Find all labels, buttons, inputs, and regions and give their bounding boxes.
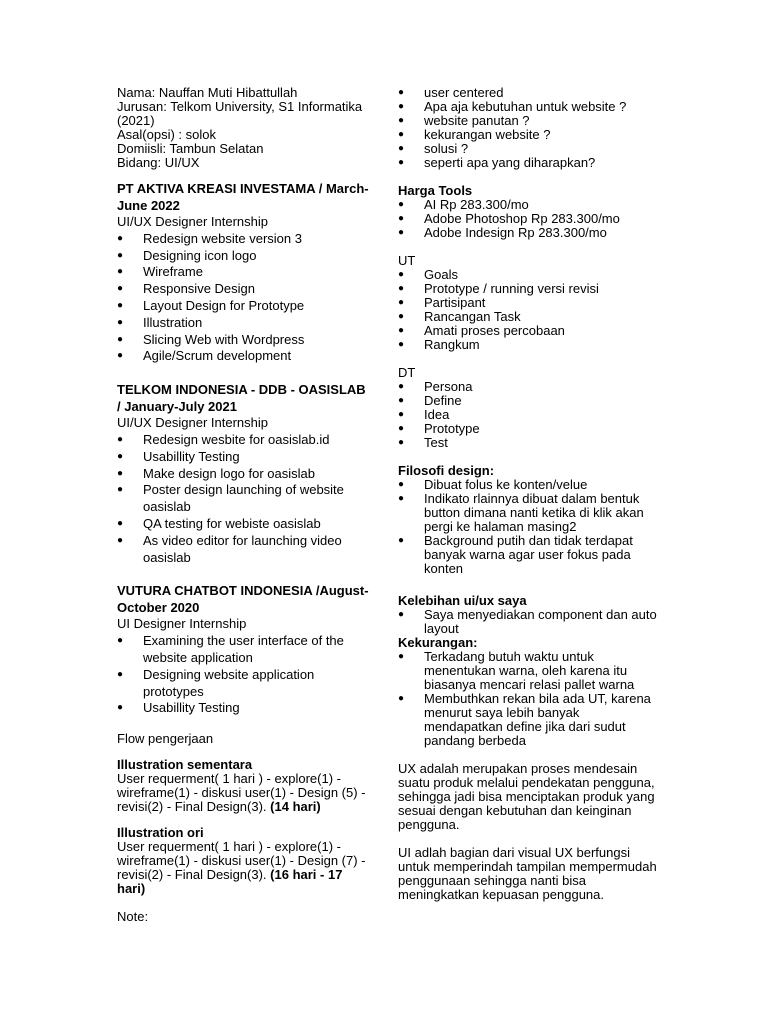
list-item: ● Partisipant [398, 296, 660, 310]
list-item: ● Rancangan Task [398, 310, 660, 324]
profile-domicile: Domiisli: Tambun Selatan [117, 141, 264, 156]
list-item: ● Persona [398, 380, 660, 394]
dt-title: DT [398, 365, 416, 380]
illustration-temp-title: Illustration sementara [117, 756, 253, 772]
role-title: UI/UX Designer Internship [117, 214, 269, 229]
list-item: ● Background putih dan tidak terdapat banyak warna agar user fokus pada konten [398, 534, 660, 576]
list-item: ● Rangkum [398, 338, 660, 352]
list-item: ● Redesign website version 3 [117, 231, 372, 248]
ui-paragraph: UI adlah bagian dari visual UX berfungsi untuk memperindah tampilan mempermudah penggunaan sehingga nanti bisa meningkatkan kepuasan pengguna. [398, 845, 657, 902]
strengths-title: Kelebihan ui/ux saya [398, 593, 527, 608]
list-item: ● Dibuat folus ke konten/velue [398, 478, 660, 492]
profile-major: Jurusan: Telkom University, S1 Informatika (2021) [117, 99, 363, 128]
list-item: ● Membuthkan rekan bila ada UT, karena menurut saya lebih banyak mendapatkan define jika dari sudut pandang berbeda [398, 692, 660, 748]
list-item: ● As video editor for launching video oasislab [117, 533, 372, 567]
weaknesses-list [398, 650, 660, 748]
dt-list [398, 380, 660, 450]
list-item: ● QA testing for webiste oasislab [117, 516, 372, 533]
list-item: ● AI Rp 283.300/mo [398, 198, 660, 212]
left-column [117, 86, 372, 924]
list-item: ● Terkadang butuh waktu untuk menentukan warna, oleh karena itu biasanya mencari relasi pallet warna [398, 650, 660, 692]
list-item: ● Layout Design for Prototype [117, 298, 372, 315]
illustration-ori-text: User requerment( 1 hari ) - explore(1) - wireframe(1) - diskusi user(1) - Design (7) - revisi(2) - Final Design(3). (16 hari - 17 hari) [117, 838, 366, 896]
list-item: ● Wireframe [117, 264, 372, 281]
list-item: ● Illustration [117, 315, 372, 332]
list-item: ● Saya menyediakan component dan auto layout [398, 608, 660, 636]
list-item: ● Designing icon logo [117, 248, 372, 265]
list-item: ● Test [398, 436, 660, 450]
list-item: ● Adobe Photoshop Rp 283.300/mo [398, 212, 660, 226]
flow-title: Flow pengerjaan [117, 731, 214, 747]
strengths-list [398, 608, 660, 636]
task-list [117, 231, 372, 365]
list-item: ● kekurangan website ? [398, 128, 660, 142]
list-item: ● Indikato rlainnya dibuat dalam bentuk button dimana nanti ketika di klik akan pergi ke halaman masing2 [398, 492, 660, 534]
list-item: ● Agile/Scrum development [117, 348, 372, 365]
company-title: TELKOM INDONESIA - DDB - OASISLAB / January-July 2021 [117, 382, 366, 415]
list-item: ● Poster design launching of website oasislab [117, 482, 372, 516]
list-item: ● website panutan ? [398, 114, 660, 128]
role-title: UI Designer Internship [117, 616, 247, 632]
task-list [117, 633, 372, 717]
list-item: ● Adobe Indesign Rp 283.300/mo [398, 226, 660, 240]
tools-price-title: Harga Tools [398, 183, 473, 198]
list-item: ● seperti apa yang diharapkan? [398, 156, 660, 170]
design-philosophy-list [398, 478, 660, 576]
ut-list [398, 268, 660, 352]
list-item: ● Make design logo for oasislab [117, 466, 372, 483]
role-title: UI/UX Designer Internship [117, 415, 269, 431]
question-list [398, 86, 660, 170]
list-item: ● Prototype [398, 422, 660, 436]
ut-title: UT [398, 253, 416, 268]
list-item: ● Apa aja kebutuhan untuk website ? [398, 100, 660, 114]
list-item: ● solusi ? [398, 142, 660, 156]
profile-name: Nama: Nauffan Muti Hibattullah [117, 85, 298, 100]
profile-origin: Asal(opsi) : solok [117, 127, 216, 142]
list-item: ● user centered [398, 86, 660, 100]
illustration-temp-text: User requerment( 1 hari ) - explore(1) - wireframe(1) - diskusi user(1) - Design (5) - revisi(2) - Final Design(3). (14 hari) [117, 770, 366, 814]
illustration-ori-total: (16 hari - 17 hari) [117, 866, 343, 896]
task-list [117, 432, 372, 566]
list-item: ● Redesign wesbite for oasislab.id [117, 432, 372, 449]
tools-price-list [398, 198, 660, 240]
note-label: Note: [117, 908, 149, 924]
list-item: ● Amati proses percobaan [398, 324, 660, 338]
company-title: PT AKTIVA KREASI INVESTAMA / March-June 2022 [117, 181, 369, 213]
list-item: ● Usabillity Testing [117, 700, 372, 717]
list-item: ● Idea [398, 408, 660, 422]
list-item: ● Examining the user interface of the website application [117, 633, 372, 667]
company-title: VUTURA CHATBOT INDONESIA /August-October 2020 [117, 583, 369, 616]
ux-paragraph: UX adalah merupakan proses mendesain suatu produk melalui pendekatan pengguna, sehingga jadi bisa menciptakan produk yang sesuai dengan kebutuhan dan keinginan pengguna. [398, 761, 655, 832]
list-item: ● Slicing Web with Wordpress [117, 332, 372, 349]
list-item: ● Usabillity Testing [117, 449, 372, 466]
profile-field: Bidang: UI/UX [117, 155, 200, 170]
list-item: ● Define [398, 394, 660, 408]
illustration-temp-total: (14 hari) [270, 798, 321, 814]
right-column [398, 86, 660, 902]
list-item: ● Responsive Design [117, 281, 372, 298]
weaknesses-title: Kekurangan: [398, 635, 478, 650]
list-item: ● Goals [398, 268, 660, 282]
design-philosophy-title: Filosofi design: [398, 463, 495, 478]
illustration-ori-title: Illustration ori [117, 824, 204, 840]
list-item: ● Prototype / running versi revisi [398, 282, 660, 296]
list-item: ● Designing website application prototypes [117, 667, 372, 701]
